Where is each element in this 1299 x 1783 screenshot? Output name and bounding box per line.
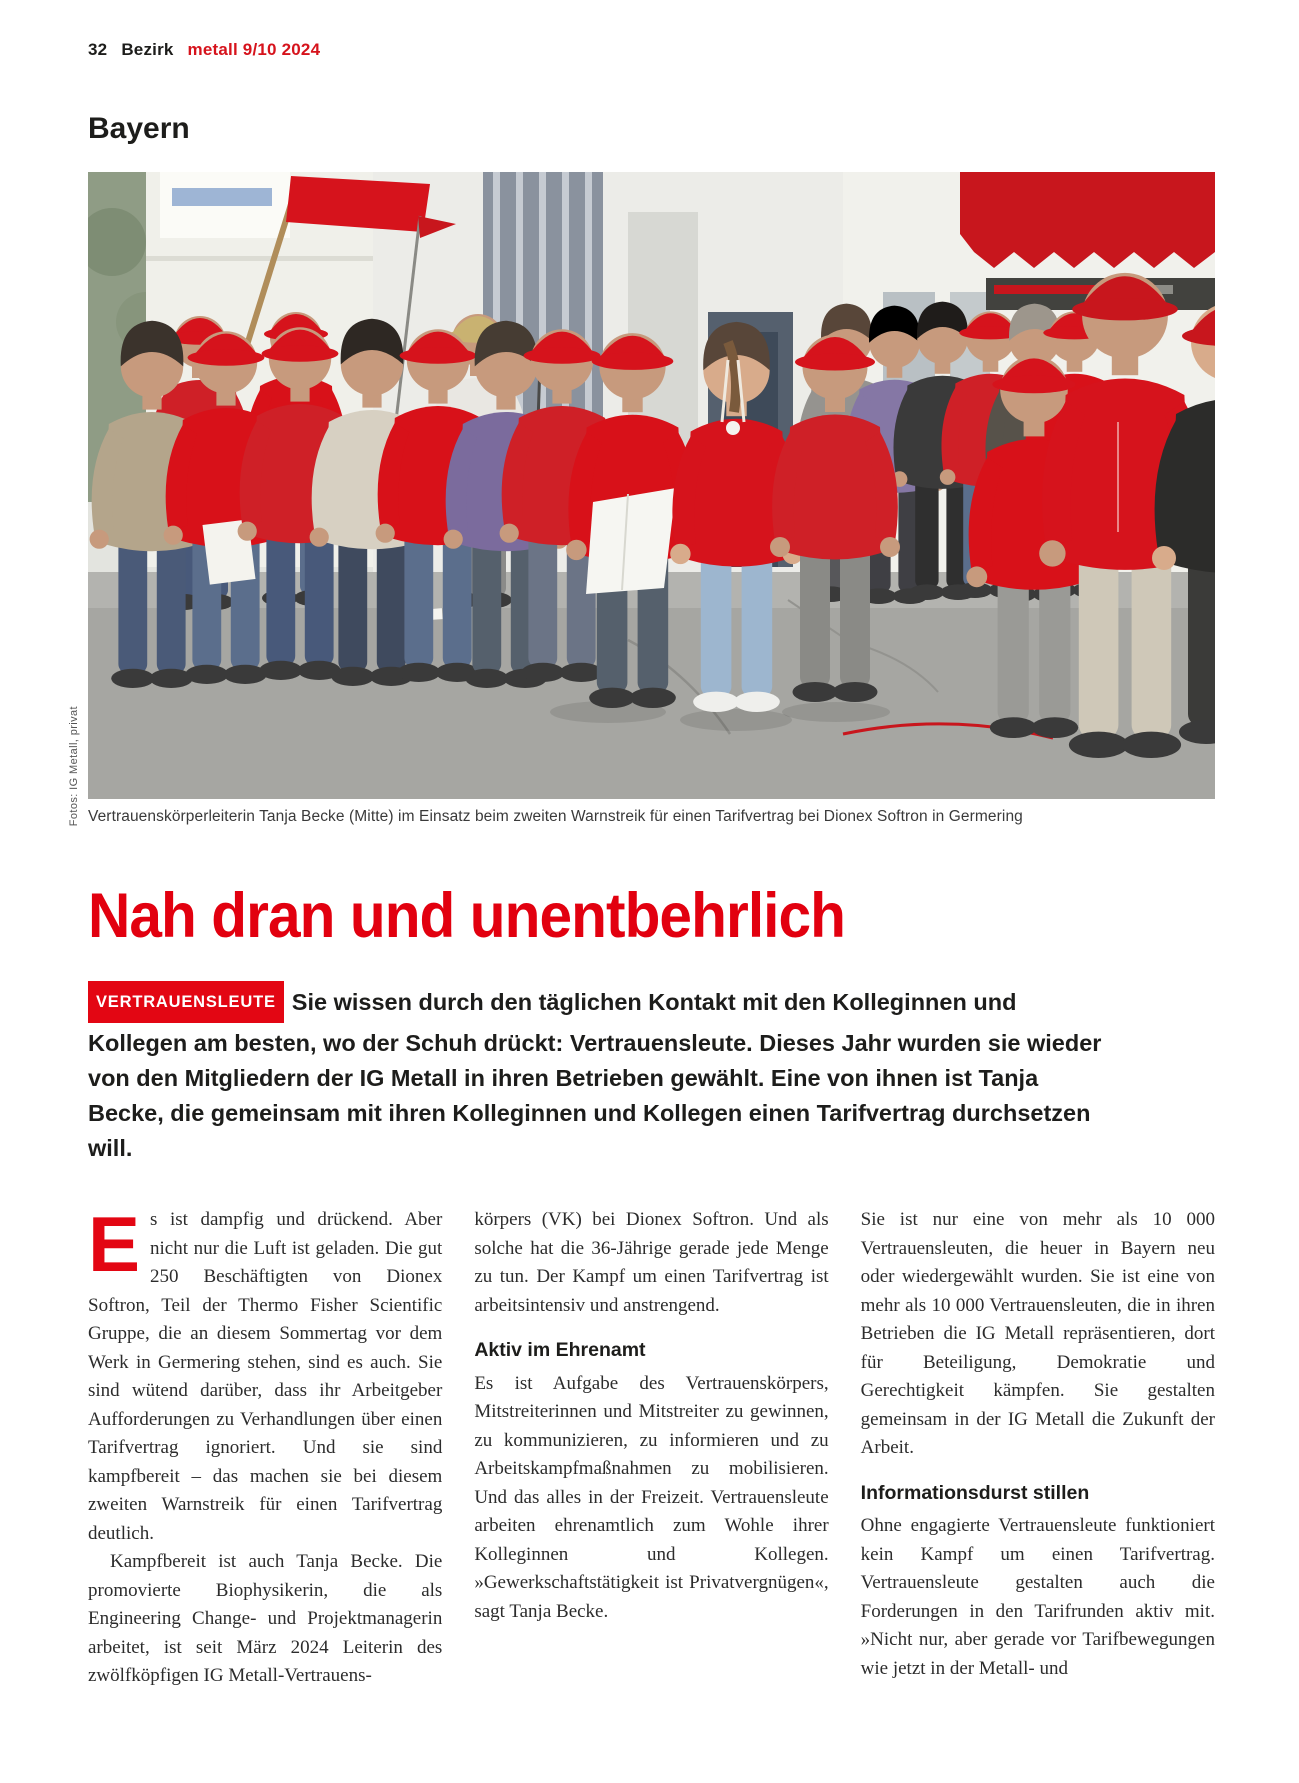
body-paragraph: Kampfbereit ist auch Tanja Becke. Die promovierte Biophysikerin, die als Engineering Change- und Projektmanagerin arbeitet, ist seit März 2024 Leiterin des zwölfköpfigen IG Metall-Vertrauens-: [88, 1551, 443, 1686]
lead-paragraph: [88, 984, 1118, 1166]
region-title: Bayern: [88, 112, 190, 145]
body-paragraph: Sie ist nur eine von mehr als 10 000 Vertrauensleuten, die heuer in Bayern neu oder wiedergewählt wurden. Sie ist eine von mehr als 10 000 Vertrauensleuten, die in ihren Betrieben die IG Metall repräsentieren, dort für Beteiligung, Demokratie und Gerechtigkeit kämpfen. Sie gestalten gemeinsam in der IG Metall die Zukunft der Arbeit.: [860, 1209, 1215, 1458]
paragraph-text: s ist dampfig und drückend. Aber nicht nur die Luft ist geladen. Die gut 250 Beschäftigten von Dionex Softron, Teil der Thermo Fisher Scientific Gruppe, die an diesem Sommertag vor dem Werk in Germering stehen, sind es auch. Sie sind wütend darüber, dass ihr Arbeitgeber Aufforderungen zu Verhandlungen über einen Tarifvertrag ignoriert. Und sie sind kampfbereit – das machen sie bei diesem zweiten Warnstreik für einen Tarifvertrag deutlich.: [88, 1209, 443, 1544]
article-headline: [88, 882, 1215, 950]
strike-photo-illustration: [88, 172, 1215, 799]
running-head: [88, 0, 1215, 60]
body-paragraph: Ohne engagierte Vertrauensleute funktioniert kein Kampf um einen Tarifvertrag. Vertrauensleute gestalten auch die Forderungen in den Tarifrunden aktiv mit. »Nicht nur, aber gerade vor Tarifbewegungen wie jetzt in der Metall- und: [860, 1515, 1215, 1679]
issue-label: metall 9/10 2024: [187, 40, 321, 59]
column-1: [88, 1200, 443, 1691]
page-number: 32: [88, 40, 108, 59]
section-label: Bezirk: [121, 40, 174, 59]
photo-frame: [88, 172, 1215, 799]
drop-cap: E: [88, 1200, 141, 1288]
photo-caption: Vertrauenskörperleiterin Tanja Becke (Mitte) im Einsatz beim zweiten Warnstreik für einen Tarifvertrag bei Dionex Softron in Germering: [88, 808, 1023, 825]
body-paragraph: Es ist Aufgabe des Vertrauenskörpers, Mitstreiterinnen und Mitstreiter zu gewinnen, zu kommunizieren, zu informieren und zu Arbeitskampfmaßnahmen zu mobilisieren. Und das alles in der Freizeit. Vertrauensleute arbeiten ehrenamtlich zum Wohle ihrer Kolleginnen und Kollegen. »Gewerkschaftstätigkeit ist Privatvergnügen«, sagt Tanja Becke.: [474, 1372, 829, 1622]
headline-text: Nah dran und unentbehrlich: [88, 881, 846, 951]
article-photo: [68, 172, 1215, 826]
article-columns: [88, 1200, 1215, 1691]
lead-text: Sie wissen durch den täglichen Kontakt mit den Kolleginnen und Kollegen am besten, wo der Schuh drückt: Vertrauensleute. Dieses Jahr wurden sie wieder von den Mitgliedern der IG Metall in ihren Betrieben gewählt. Eine von ihnen ist Tanja Becke, die gemeinsam mit ihren Kolleginnen und Kollegen einen Tarifvertrag durchsetzen will.: [88, 989, 1102, 1161]
column-3: [861, 1206, 1215, 1691]
body-paragraph: körpers (VK) bei Dionex Softron. Und als solche hat die 36-Jährige gerade jede Menge zu tun. Der Kampf um einen Tarifvertrag ist arbeitsintensiv und anstrengend.: [474, 1209, 829, 1316]
column-2: [474, 1206, 828, 1691]
body-paragraph: [88, 1200, 443, 1548]
photo-credit: Fotos: IG Metall, privat: [68, 705, 80, 826]
subheading-informationsdurst-stillen: Informationsdurst stillen: [860, 1481, 1090, 1504]
kicker-badge: VERTRAUENSLEUTE: [88, 981, 284, 1023]
subheading-aktiv-im-ehrenamt: Aktiv im Ehrenamt: [474, 1339, 646, 1361]
